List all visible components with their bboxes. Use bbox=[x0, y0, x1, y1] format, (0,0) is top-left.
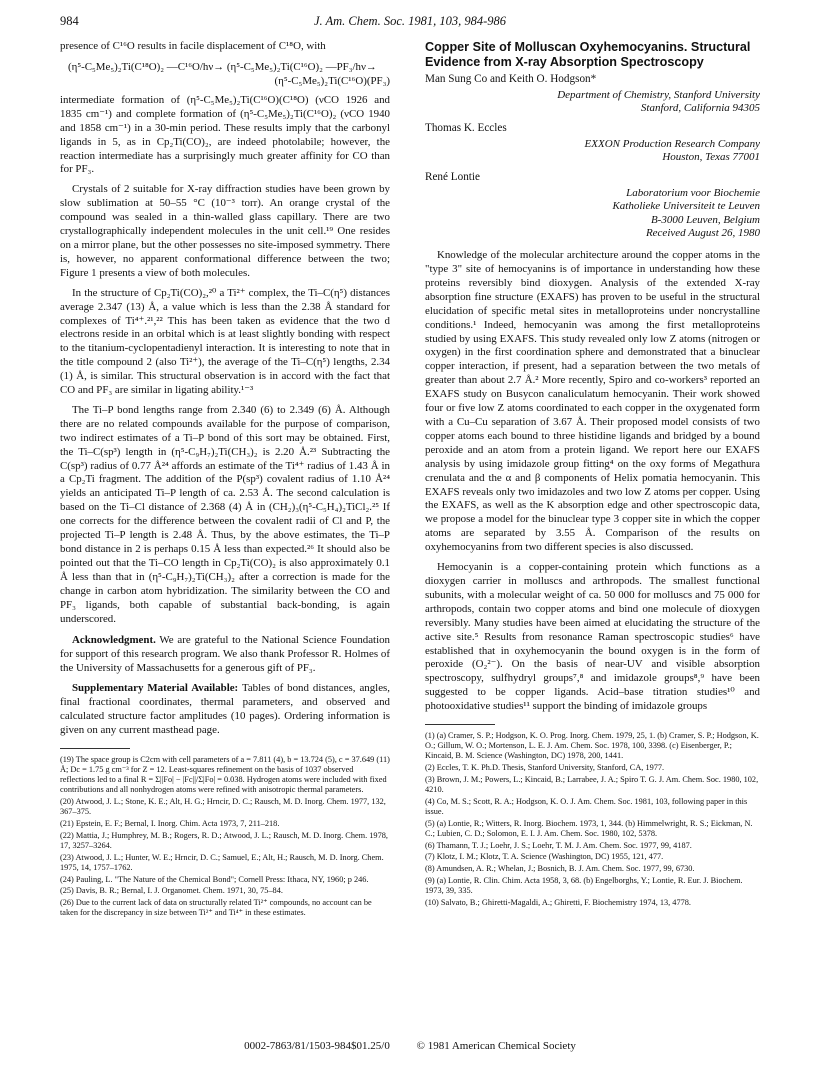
affiliation bbox=[425, 187, 760, 228]
footnote: (23) Atwood, J. L.; Hunter, W. E.; Hrncir, D. C.; Samuel, E.; Alt, H.; Rausch, M. D. Inorg. Chem. 1975, 14, 1757–1762. bbox=[60, 852, 384, 872]
footnote: (19) The space group is C2cm with cell parameters of a = 7.811 (4), b = 13.724 (5), c = 37.649 (11) Å; Dc = 1.75 g cm⁻³ for Z = 12. Least-squares refinement on the basis of 1037 observed reflections led to a final R = Σ||Fo| − |Fc||/Σ|Fo| = 0.038. Hydrogen atoms were included with fixed contributions and all nonhydrogen atoms were refined with anisotropic thermal parameters. bbox=[60, 754, 390, 795]
paragraph: Knowledge of the molecular architecture around the copper atoms in the "type 3" site of hemocyanins is of importance in understanding how these proteins reversibly bind dioxygen. Analysis of the extended X-ray absorption fine structure (EXAFS) has proven to be useful in the structural elucidation of specific metal sites in metalloproteins under noncrystalline conditions.¹ Indeed, hemocyanin was among the first metalloproteins studied by using EXAFS. This study revealed only low Z atoms (nitrogen or oxygen) in the first coordination sphere and demonstrated that a binuclear copper interaction, if present, had a separation between the two metals of greater than about 2.7 Å.² More recently, Spiro and co-workers³ reported an EXAFS study on Busycon canaliculatum hemocyanin. Their work showed four or five low Z atoms coordinated to each copper in the oxygenated form with a Cu–Cu separation of 3.67 Å. Their proposed model consists of two copper atoms each bound to three histidine ligands and bridged by a bound peroxide and an atom from a protein ligand. We report here our EXAFS analysis by using imidazole group fitting⁴ on the oxy forms of Megathura crenulata and the α and β components of Helix pomatia hemocyanin. This EXAFS reveals only two imidazoles and two low Z atoms per copper. Using the EXAFS, as well as the K absorption edge and other spectroscopic data, we propose a model for the binuclear type 3 copper site in which the copper atoms are separated by 3.55 Å. Comparison of the results on oxyhemocyanins from two different species is also discussed. bbox=[425, 249, 760, 554]
footnote: (26) Due to the current lack of data on structurally related Ti²⁺ compounds, no account can be taken for the discrepancy in size between Ti²⁺ and Ti⁴⁺ in these estimates. bbox=[60, 897, 372, 918]
left-column bbox=[60, 40, 390, 920]
article-title: Copper Site of Molluscan Oxyhemocyanins. Structural Evidence from X-ray Absorption Spectroscopy bbox=[425, 40, 751, 69]
affiliation bbox=[425, 89, 760, 116]
footnotes-right bbox=[425, 731, 760, 908]
footnote: (1) (a) Cramer, S. P.; Hodgson, K. O. Prog. Inorg. Chem. 1979, 25, 1. (b) Cramer, S. P.; Hodgson, K. O.; Gillum, W. O.; Mortenson, L. E. J. Am. Chem. Soc. 1978, 100, 3398. (c) Eisenberger, P.; Kincaid, B. M. Science (Washington, DC) 1978, 200, 1441. bbox=[425, 731, 759, 761]
paragraph: The Ti–P bond lengths range from 2.340 (6) to 2.349 (6) Å. Although there are no related compounds available for the purpose of comparison, two indirect estimates of a Ti–P bond of this sort may be obtained. First, the Ti–C(sp³) length in (η⁵-C₉H₇)₂Ti(CH₃)₂ is 2.20 Å.²³ Subtracting the C(sp³) radius of 0.77 Å²⁴ affords an estimate of the Ti⁴⁺ radius of 1.43 Å in a Cp₂Ti fragment. The addition of the P(sp³) covalent radius of 1.10 Å²⁴ yields an anticipated Ti–P length of ca. 2.53 Å. The second calculation is based on the Ti–Cl distance of 2.368 (4) Å in (CH₂)₃(η⁵-C₅H₄)₂TiCl₂.²⁵ If one corrects for the difference between the covalent radii of Cl and P, the projected Ti–P length is 2.48 Å. Thus, by the above estimates, the Ti–P bond distance in 2 is perhaps 0.15 Å less than expected.²⁶ It should also be pointed out that the Ti–CO length in Cp₂Ti(CO)₂ is also approximately 0.1 Å less than that in (η⁵-C₉H₇)₂Ti(CH₃)₂ after a correction is made for the change in carbon atom hybridization. The similarity between the CO and PF₃ ligands, both capable of substantial back-bonding, is again underscored. bbox=[60, 403, 390, 625]
affiliation-line: B-3000 Leuven, Belgium bbox=[650, 213, 760, 226]
acknowledgment bbox=[60, 634, 390, 676]
equation-line-2: (η⁵-C₅Me₅)₂Ti(C¹⁶O)(PF₃) bbox=[274, 74, 390, 87]
equation-line-1: (η⁵-C₅Me₅)₂Ti(C¹⁸O)₂ —C¹⁶O/hν→ (η⁵-C₅Me₅)₂Ti(C¹⁶O)₂ —PF₃/hν→ bbox=[68, 60, 377, 73]
footnote: (22) Mattia, J.; Humphrey, M. B.; Rogers, R. D.; Atwood, J. L.; Rausch, M. D. Inorg. Chem. 1978, 17, 3257–3264. bbox=[60, 830, 388, 850]
reaction-equation bbox=[68, 60, 390, 88]
paragraph: In the structure of Cp₂Ti(CO)₂,²⁰ a Ti²⁺ complex, the Ti–C(η⁵) distances average 2.347 (13) Å, a value which is less than the 2.38 Å standard for complexes of Ti⁴⁺.²¹,²² This has been taken as evidence that the two d electrons reside in an orbital which is at least slightly bonding with respect to the titanium-cyclopentadienyl interaction. It is interesting to note that in the title compound 2 (also Ti²⁺), the average of the Ti–C(η⁵) lengths, 2.34 (1) Å, is similar. This structural observation is in accord with the fact that CO and PF₃ are similar in ligating ability.¹⁻³ bbox=[60, 286, 390, 397]
footnote: (10) Salvato, B.; Ghiretti-Magaldi, A.; Ghiretti, F. Biochemistry 1974, 13, 4778. bbox=[425, 897, 691, 907]
paragraph: Hemocyanin is a copper-containing protein which functions as a dioxygen carrier in molluscs and arthropods. The smallest functional subunits, with a molecular weight of ca. 50 000 for molluscs and 75 000 for arthropods, contain two copper atoms and bind one molecule of dioxygen reversibly. Many studies have been aimed at elucidating the structure of the active site.⁵ Results from resonance Raman spectroscopic studies⁶ have established that in oxyhemocyanin the bound oxygen is in the form of peroxide (O₂²⁻). On the basis of near-UV and visible absorption spectroscopy, sulfhydryl groups⁷,⁸ and imidazole groups⁸,⁹ have been suggested to be copper ligands. Acid–base titration studies¹⁰ and photooxidative studies¹¹ support the binding of imidazole groups bbox=[425, 561, 760, 713]
affiliation-line: Laboratorium voor Biochemie bbox=[626, 186, 760, 199]
affiliation-line: EXXON Production Research Company bbox=[584, 137, 760, 150]
supplementary-material bbox=[60, 682, 390, 738]
right-column bbox=[425, 40, 760, 909]
footnote: (24) Pauling, L. "The Nature of the Chemical Bond"; Cornell Press: Ithaca, NY, 1960; p 246. bbox=[60, 874, 369, 884]
affiliation-line: Katholieke Universiteit te Leuven bbox=[612, 200, 760, 213]
footnote-divider bbox=[425, 724, 495, 725]
acknowledgment-body: We are grateful to the National Science Foundation for support of this research program. We also thank Professor R. Holmes of the University of Massachusetts for a generous gift of PF₃. bbox=[60, 634, 390, 675]
footnote: (2) Eccles, T. K. Ph.D. Thesis, Stanford University, Stanford, CA, 1977. bbox=[425, 763, 665, 773]
copyright: © 1981 American Chemical Society bbox=[416, 1040, 576, 1052]
authors: Thomas K. Eccles bbox=[425, 121, 507, 134]
paragraph: intermediate formation of (η⁵-C₅Me₅)₂Ti(C¹⁶O)(C¹⁸O) (νCO 1926 and 1835 cm⁻¹) and complete formation of (η⁵-C₅Me₅)₂Ti(C¹⁶O)₂ (νCO 1940 and 1858 cm⁻¹) in a 30-min period. These results imply that the carbonyl ligands in 5, as in Cp₂Ti(CO)₂, are indeed photolabile; however, the reaction intermediate has a surprisingly much greater affinity for CO than for PF₃. bbox=[60, 93, 390, 176]
footnote: (7) Klotz, I. M.; Klotz, T. A. Science (Washington, DC) 1955, 121, 477. bbox=[425, 852, 664, 862]
affiliation-line: Department of Chemistry, Stanford University bbox=[557, 88, 760, 101]
footnote: (6) Thamann, T. J.; Loehr, J. S.; Loehr, T. M. J. Am. Chem. Soc. 1977, 99, 4187. bbox=[425, 840, 692, 850]
page-number: 984 bbox=[60, 14, 79, 28]
received-date: Received August 26, 1980 bbox=[645, 227, 760, 240]
footnote: (8) Amundsen, A. R.; Whelan, J.; Bosnich, B. J. Am. Chem. Soc. 1977, 99, 6730. bbox=[425, 863, 695, 873]
intro-text: presence of C¹⁶O results in facile displacement of C¹⁸O, with bbox=[60, 40, 326, 52]
article-code: 0002-7863/81/1503-984$01.25/0 bbox=[244, 1040, 390, 1052]
footnote: (25) Davis, B. R.; Bernal, I. J. Organomet. Chem. 1971, 30, 75–84. bbox=[60, 886, 283, 896]
affiliation bbox=[425, 138, 760, 165]
footnote: (5) (a) Lontie, R.; Witters, R. Inorg. Biochem. 1973, 1, 344. (b) Himmelwright, R. S.; Eickman, N. C.; Lubien, C. D.; Solomon, E. I. J. Am. Chem. Soc. 1980, 102, 5378. bbox=[425, 818, 753, 838]
footnote: (4) Co, M. S.; Scott, R. A.; Hodgson, K. O. J. Am. Chem. Soc. 1981, 103, following paper in this issue. bbox=[425, 796, 748, 816]
supplementary-heading: Supplementary Material Available: bbox=[72, 682, 239, 695]
page-footer bbox=[60, 1040, 760, 1054]
affiliation-line: Houston, Texas 77001 bbox=[662, 151, 760, 164]
running-header bbox=[60, 14, 760, 32]
paragraph: Crystals of 2 suitable for X-ray diffraction studies have been grown by slow sublimation at 50–55 °C (10⁻³ torr). An orange crystal of the compound was sealed in a thin-walled glass capillary. There are two crystallographically independent molecules in the unit cell.¹⁹ One resides on a mirror plane, but the other possesses no site-imposed symmetry. There is, however, no apparent conformational difference between the two; Figure 1 presents a view of both molecules. bbox=[60, 183, 390, 279]
footnote: (20) Atwood, J. L.; Stone, K. E.; Alt, H. G.; Hrncir, D. C.; Rausch, M. D. Inorg. Chem. 1977, 132, 367–375. bbox=[60, 797, 386, 817]
footnote: (9) (a) Lontie, R. Clin. Chim. Acta 1958, 3, 68. (b) Engelborghs, Y.; Lontie, R. Eur. J. Biochem. 1973, 39, 335. bbox=[425, 875, 743, 895]
supplementary-body: Tables of bond distances, angles, final fractional coordinates, thermal parameters, and observed and calculated structure factor amplitudes (10 pages). Ordering information is given on any current masthead page. bbox=[60, 682, 391, 736]
acknowledgment-heading: Acknowledgment. bbox=[72, 634, 156, 647]
affiliation-line: Stanford, California 94305 bbox=[640, 102, 760, 115]
footnote-divider bbox=[60, 748, 130, 749]
journal-citation: J. Am. Chem. Soc. 1981, 103, 984-986 bbox=[313, 14, 507, 28]
footnote: (21) Epstein, E. F.; Bernal, I. Inorg. Chim. Acta 1973, 7, 211–218. bbox=[60, 819, 280, 828]
authors: Man Sung Co and Keith O. Hodgson* bbox=[425, 73, 597, 85]
footnotes-left bbox=[60, 755, 390, 919]
footnote: (3) Brown, J. M.; Powers, L.; Kincaid, B.; Larrabee, J. A.; Spiro T. G. J. Am. Chem. Soc. 1980, 102, 4210. bbox=[425, 774, 759, 795]
authors: René Lontie bbox=[425, 170, 480, 183]
